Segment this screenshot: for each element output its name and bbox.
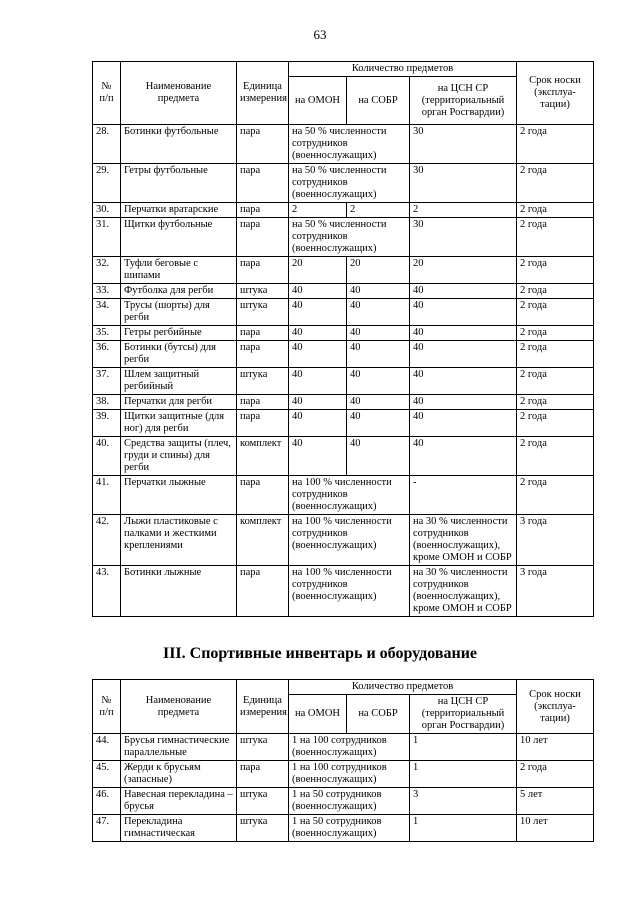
header2-csn: на ЦСН СР (территориальный орган Росгвардии) bbox=[410, 695, 517, 734]
row-number: 42. bbox=[93, 515, 121, 566]
table-row bbox=[93, 437, 594, 476]
row-number: 36. bbox=[93, 341, 121, 368]
item-name: Ботинки лыжные bbox=[121, 566, 237, 617]
page-number: 63 bbox=[313, 27, 327, 42]
item-term: 2 года bbox=[517, 284, 594, 299]
table-row bbox=[93, 218, 594, 257]
qty-sobr: 40 bbox=[347, 326, 410, 341]
qty-omon-sobr: на 100 % численности сотрудников (военнослужащих) bbox=[289, 566, 410, 617]
row-number: 43. bbox=[93, 566, 121, 617]
item-term: 2 года bbox=[517, 125, 594, 164]
item-unit: штука bbox=[237, 734, 289, 761]
header2-num: № п/п bbox=[93, 680, 121, 734]
item-name: Перчатки лыжные bbox=[121, 476, 237, 515]
table-row bbox=[93, 515, 594, 566]
qty-csn: - bbox=[410, 476, 517, 515]
table-1-body bbox=[93, 125, 594, 617]
qty-sobr: 40 bbox=[347, 284, 410, 299]
table-row bbox=[93, 734, 594, 761]
row-number: 32. bbox=[93, 257, 121, 284]
table-row bbox=[93, 476, 594, 515]
qty-omon: 40 bbox=[289, 284, 347, 299]
qty-omon: 40 bbox=[289, 437, 347, 476]
table-row bbox=[93, 257, 594, 284]
header-name: Наименование предмета bbox=[121, 62, 237, 125]
item-unit: пара bbox=[237, 125, 289, 164]
item-unit: комплект bbox=[237, 437, 289, 476]
row-number: 34. bbox=[93, 299, 121, 326]
equipment-table-1 bbox=[92, 61, 594, 617]
item-unit: пара bbox=[237, 410, 289, 437]
table-row bbox=[93, 164, 594, 203]
equipment-table-2 bbox=[92, 679, 594, 842]
header-csn: на ЦСН СР (территориальный орган Росгвардии) bbox=[410, 77, 517, 125]
item-unit: пара bbox=[237, 341, 289, 368]
item-name: Лыжи пластиковые с палками и жесткими креплениями bbox=[121, 515, 237, 566]
row-number: 28. bbox=[93, 125, 121, 164]
table-row bbox=[93, 368, 594, 395]
item-term: 2 года bbox=[517, 368, 594, 395]
item-term: 2 года bbox=[517, 476, 594, 515]
item-term: 2 года bbox=[517, 299, 594, 326]
item-term: 2 года bbox=[517, 203, 594, 218]
item-term: 10 лет bbox=[517, 815, 594, 842]
table-row bbox=[93, 125, 594, 164]
table-row bbox=[93, 566, 594, 617]
item-unit: пара bbox=[237, 164, 289, 203]
qty-csn: 30 bbox=[410, 164, 517, 203]
qty-omon: 40 bbox=[289, 395, 347, 410]
table-row bbox=[93, 395, 594, 410]
item-name: Трусы (шорты) для регби bbox=[121, 299, 237, 326]
row-number: 29. bbox=[93, 164, 121, 203]
qty-omon-sobr: 1 на 100 сотрудников (военнослужащих) bbox=[289, 761, 410, 788]
item-name: Гетры регбийные bbox=[121, 326, 237, 341]
item-term: 2 года bbox=[517, 341, 594, 368]
table-row bbox=[93, 203, 594, 218]
item-unit: штука bbox=[237, 368, 289, 395]
qty-omon-sobr: на 50 % численности сотрудников (военнослужащих) bbox=[289, 164, 410, 203]
qty-csn: 20 bbox=[410, 257, 517, 284]
header-sobr: на СОБР bbox=[347, 77, 410, 125]
item-unit: штука bbox=[237, 815, 289, 842]
item-name: Перчатки для регби bbox=[121, 395, 237, 410]
qty-csn: 30 bbox=[410, 218, 517, 257]
item-term: 2 года bbox=[517, 410, 594, 437]
qty-csn: на 30 % численности сотрудников (военнослужащих), кроме ОМОН и СОБР bbox=[410, 566, 517, 617]
item-unit: пара bbox=[237, 395, 289, 410]
item-term: 2 года bbox=[517, 164, 594, 203]
qty-omon: 40 bbox=[289, 368, 347, 395]
section-title: III. Спортивные инвентарь и оборудование bbox=[162, 645, 478, 662]
row-number: 40. bbox=[93, 437, 121, 476]
qty-csn: 40 bbox=[410, 410, 517, 437]
item-name: Жерди к брусьям (запасные) bbox=[121, 761, 237, 788]
item-name: Футболка для регби bbox=[121, 284, 237, 299]
item-unit: комплект bbox=[237, 515, 289, 566]
item-term: 2 года bbox=[517, 761, 594, 788]
qty-sobr: 40 bbox=[347, 395, 410, 410]
qty-csn: 2 bbox=[410, 203, 517, 218]
row-number: 30. bbox=[93, 203, 121, 218]
header-quantity: Количество предметов bbox=[289, 62, 517, 77]
item-term: 10 лет bbox=[517, 734, 594, 761]
qty-omon-sobr: 1 на 50 сотрудников (военнослужащих) bbox=[289, 788, 410, 815]
table-row bbox=[93, 326, 594, 341]
qty-omon-sobr: 1 на 100 сотрудников (военнослужащих) bbox=[289, 734, 410, 761]
qty-csn: 1 bbox=[410, 815, 517, 842]
qty-omon: 40 bbox=[289, 299, 347, 326]
item-unit: пара bbox=[237, 326, 289, 341]
header-term: Срок носки (эксплуа- тации) bbox=[517, 62, 594, 125]
qty-sobr: 40 bbox=[347, 299, 410, 326]
header2-name: Наименование предмета bbox=[121, 680, 237, 734]
row-number: 41. bbox=[93, 476, 121, 515]
qty-csn: 40 bbox=[410, 368, 517, 395]
row-number: 35. bbox=[93, 326, 121, 341]
table-row bbox=[93, 410, 594, 437]
qty-omon: 40 bbox=[289, 410, 347, 437]
table-row bbox=[93, 761, 594, 788]
item-unit: штука bbox=[237, 284, 289, 299]
qty-csn: 40 bbox=[410, 284, 517, 299]
header-num: № п/п bbox=[93, 62, 121, 125]
qty-omon: 2 bbox=[289, 203, 347, 218]
item-unit: пара bbox=[237, 566, 289, 617]
header2-quantity: Количество предметов bbox=[289, 680, 517, 695]
item-unit: пара bbox=[237, 203, 289, 218]
table-row bbox=[93, 299, 594, 326]
header-omon: на ОМОН bbox=[289, 77, 347, 125]
table-row bbox=[93, 284, 594, 299]
item-name: Щитки защитные (для ног) для регби bbox=[121, 410, 237, 437]
row-number: 46. bbox=[93, 788, 121, 815]
qty-csn: на 30 % численности сотрудников (военнослужащих), кроме ОМОН и СОБР bbox=[410, 515, 517, 566]
qty-csn: 40 bbox=[410, 437, 517, 476]
qty-sobr: 40 bbox=[347, 368, 410, 395]
item-term: 5 лет bbox=[517, 788, 594, 815]
qty-omon-sobr: 1 на 50 сотрудников (военнослужащих) bbox=[289, 815, 410, 842]
row-number: 39. bbox=[93, 410, 121, 437]
item-name: Гетры футбольные bbox=[121, 164, 237, 203]
item-term: 2 года bbox=[517, 395, 594, 410]
item-unit: пара bbox=[237, 218, 289, 257]
item-unit: штука bbox=[237, 299, 289, 326]
header2-term: Срок носки (эксплуа- тации) bbox=[517, 680, 594, 734]
header2-unit: Единица измерения bbox=[237, 680, 289, 734]
row-number: 33. bbox=[93, 284, 121, 299]
table-2-body bbox=[93, 734, 594, 842]
item-name: Перчатки вратарские bbox=[121, 203, 237, 218]
header2-omon: на ОМОН bbox=[289, 695, 347, 734]
table-row bbox=[93, 341, 594, 368]
header2-sobr: на СОБР bbox=[347, 695, 410, 734]
qty-sobr: 40 bbox=[347, 410, 410, 437]
item-unit: пара bbox=[237, 476, 289, 515]
row-number: 37. bbox=[93, 368, 121, 395]
qty-csn: 40 bbox=[410, 395, 517, 410]
qty-csn: 3 bbox=[410, 788, 517, 815]
qty-sobr: 40 bbox=[347, 437, 410, 476]
qty-csn: 30 bbox=[410, 125, 517, 164]
item-unit: штука bbox=[237, 788, 289, 815]
item-term: 2 года bbox=[517, 326, 594, 341]
item-unit: пара bbox=[237, 257, 289, 284]
item-term: 2 года bbox=[517, 257, 594, 284]
item-term: 2 года bbox=[517, 437, 594, 476]
table-row bbox=[93, 815, 594, 842]
qty-csn: 1 bbox=[410, 734, 517, 761]
item-term: 3 года bbox=[517, 566, 594, 617]
item-term: 3 года bbox=[517, 515, 594, 566]
qty-omon-sobr: на 50 % численности сотрудников (военнослужащих) bbox=[289, 125, 410, 164]
item-name: Перекладина гимнастическая bbox=[121, 815, 237, 842]
qty-csn: 1 bbox=[410, 761, 517, 788]
item-name: Брусья гимнастические параллельные bbox=[121, 734, 237, 761]
item-name: Шлем защитный регбийный bbox=[121, 368, 237, 395]
qty-csn: 40 bbox=[410, 326, 517, 341]
item-name: Щитки футбольные bbox=[121, 218, 237, 257]
table-row bbox=[93, 788, 594, 815]
qty-omon-sobr: на 100 % численности сотрудников (военнослужащих) bbox=[289, 515, 410, 566]
item-name: Навесная перекладина – брусья bbox=[121, 788, 237, 815]
row-number: 44. bbox=[93, 734, 121, 761]
qty-csn: 40 bbox=[410, 341, 517, 368]
item-name: Средства защиты (плеч, груди и спины) для регби bbox=[121, 437, 237, 476]
qty-sobr: 20 bbox=[347, 257, 410, 284]
item-unit: пара bbox=[237, 761, 289, 788]
qty-omon-sobr: на 50 % численности сотрудников (военнослужащих) bbox=[289, 218, 410, 257]
qty-omon-sobr: на 100 % численности сотрудников (военнослужащих) bbox=[289, 476, 410, 515]
item-name: Ботинки футбольные bbox=[121, 125, 237, 164]
row-number: 47. bbox=[93, 815, 121, 842]
item-term: 2 года bbox=[517, 218, 594, 257]
item-name: Туфли беговые с шипами bbox=[121, 257, 237, 284]
item-name: Ботинки (бутсы) для регби bbox=[121, 341, 237, 368]
header-unit: Единица измерения bbox=[237, 62, 289, 125]
qty-omon: 40 bbox=[289, 326, 347, 341]
qty-sobr: 40 bbox=[347, 341, 410, 368]
row-number: 45. bbox=[93, 761, 121, 788]
row-number: 31. bbox=[93, 218, 121, 257]
row-number: 38. bbox=[93, 395, 121, 410]
qty-omon: 40 bbox=[289, 341, 347, 368]
qty-omon: 20 bbox=[289, 257, 347, 284]
qty-sobr: 2 bbox=[347, 203, 410, 218]
qty-csn: 40 bbox=[410, 299, 517, 326]
